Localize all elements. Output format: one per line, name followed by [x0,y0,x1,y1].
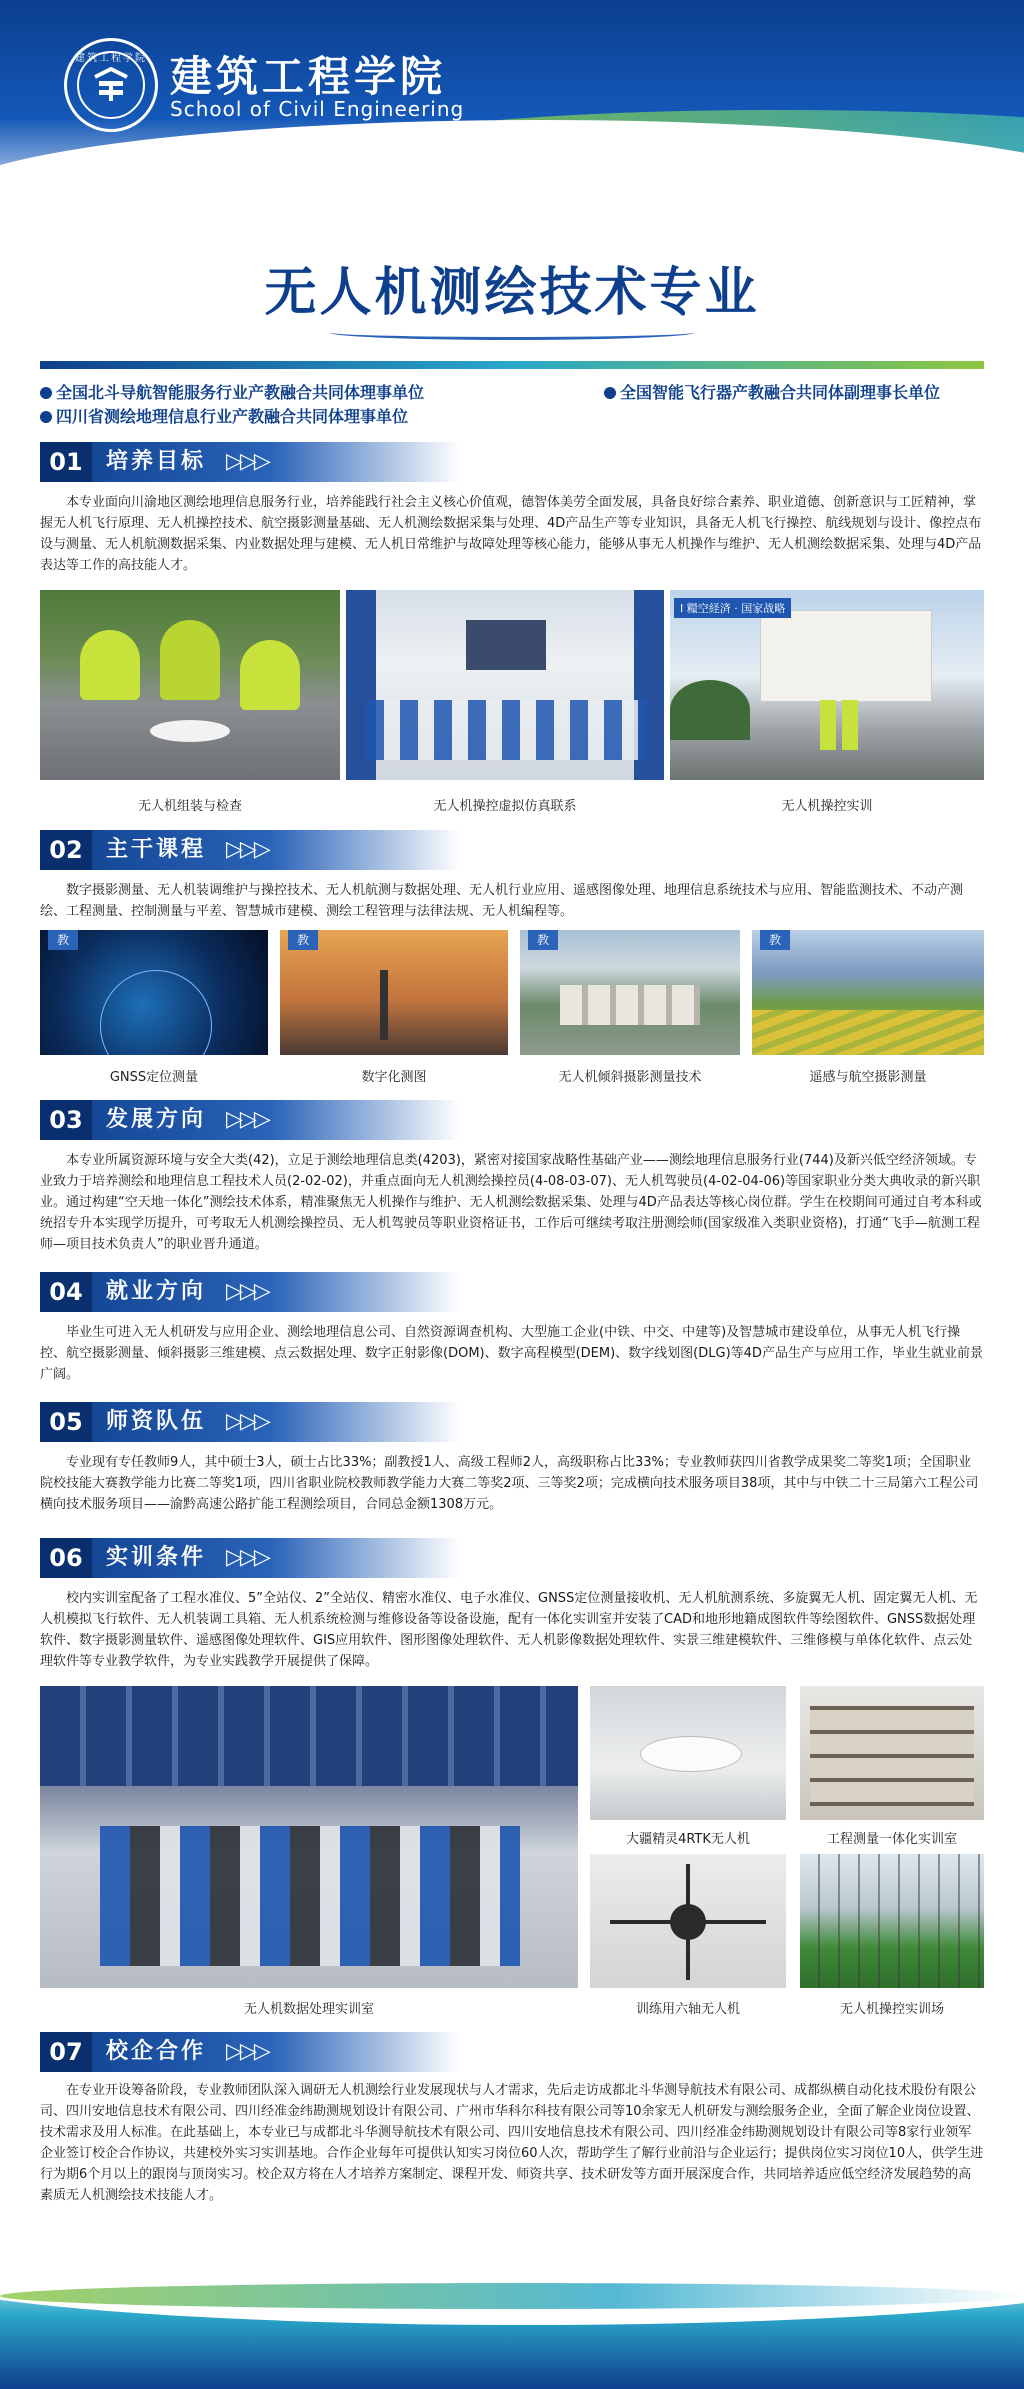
section-text-07: 在专业开设筹备阶段，专业教师团队深入调研无人机测绘行业发展现状与人才需求，先后走访成都北斗华测导航技术有限公司、成都纵横自动化技术股份有限公司、四川安地信息技术有限公司、四川经准金纬勘测规划设计有限公司、广州市华科尔科技有限公司等10余家无人机研发与测绘服务企业，全面了解企业岗位设置、技术需求及用人标准。在此基础上，本专业已与成都北斗华测导航技术有限公司、四川安地信息技术有限公司、四川经准金纬勘测规划设计有限公司等8家行业领军企业签订校企合作协议，共建校外实习实训基地。合作企业每年可提供认知实习岗位60人次，帮助学生了解行业前沿与企业运行；提供岗位实习岗位10人，供学生进行为期6个月以上的跟岗与顶岗实习。校企双方将在人才培养方案制定、课程开发、师资共享、技术研发等方面开展深度合作，共同培养适应低空经济发展趋势的高素质无人机测绘技术技能人才。 [40,2083,984,2203]
section-number: 04 [40,1272,92,1312]
chevrons-icon: ▷▷▷ [226,2039,268,2064]
section-header-07 [40,2032,460,2072]
header-wave [0,120,1024,215]
section-number: 06 [40,1538,92,1578]
bullet-icon [604,387,616,399]
accent-divider [40,361,984,369]
footer-wave [0,2255,1024,2389]
honor-item [40,404,408,427]
photo-data-processing-lab [40,1686,578,1988]
photo-gnss [40,930,268,1055]
photo-caption: 无人机组装与检查 [137,799,242,814]
photo-caption: 大疆精灵4RTK无人机 [626,1832,750,1847]
honor-text: 全国智能飞行器产教融合共同体副理事长单位 [620,383,941,402]
logo-ring-text: 建筑工程学院 [75,53,147,64]
school-logo-icon [64,38,158,132]
bullet-icon [40,387,52,399]
honor-item [604,380,940,403]
photo-sign-text: I 糧空経済 · 国家战略 [674,598,791,618]
course-tag: 教 [528,930,558,950]
photo-dji-drone [590,1686,786,1820]
chevrons-icon: ▷▷▷ [226,1107,268,1132]
photo-caption: 无人机操控虚拟仿真联系 [433,799,577,814]
footer-wave-accent [0,2283,1024,2309]
photo-survey-lab [800,1686,984,1820]
section-text-04: 毕业生可进入无人机研发与应用企业、测绘地理信息公司、自然资源调查机构、大型施工企业(中铁、中交、中建等)及智慧城市建设单位，从事无人机飞行操控、航空摄影测量、倾斜摄影三维建模、点云数据处理、数字正射影像(DOM)、数字高程模型(DEM)、数字线划图(DLG)等4D产品生产与应用工作，毕业生就业前景广阔。 [40,1325,983,1382]
photo-digital-mapping [280,930,508,1055]
school-name-en: School of Civil Engineering [170,97,465,121]
photo-caption: 遥感与航空摄影测量 [809,1070,927,1085]
section-text-05: 专业现有专任教师9人，其中硕士3人，硕士占比33%；副教授1人、高级工程师2人，高级职称占比33%；专业教师获四川省教学成果奖二等奖1项；全国职业院校技能大赛教学能力比赛二等奖1项，四川省职业院校教师教学能力大赛二等奖2项、三等奖2项；完成横向技术服务项目38项，其中与中铁二十三局第六工程公司横向技术服务项目——渝黔高速公路扩能工程测绘项目，合同总金额1308万元。 [40,1455,979,1512]
section-number: 07 [40,2032,92,2072]
section-number: 01 [40,442,92,482]
section-title: 实训条件 [106,1545,207,1570]
section-text-06: 校内实训室配备了工程水准仪、5”全站仪、2”全站仪、精密水准仪、电子水准仪、GNSS定位测量接收机、无人机航测系统、多旋翼无人机、固定翼无人机、无人机模拟飞行软件、无人机装调工具箱、无人机系统检测与维修设备等设备设施，配有一体化实训室并安装了CAD和地形地籍成图软件等绘图软件、GNSS数据处理软件、数字摄影测量软件、遥感图像处理软件、GIS应用软件、图形图像处理软件、无人机影像数据处理软件、实景三维建模软件、三维修模与单体化软件、点云处理软件等专业教学软件，为专业实践教学开展提供了保障。 [40,1591,978,1669]
section-header-01 [40,442,460,482]
photo-drone-assembly [40,590,340,780]
photo-flight-field [800,1854,984,1988]
chevrons-icon: ▷▷▷ [226,449,268,474]
section-title: 就业方向 [106,1279,207,1304]
photo-caption: 训练用六轴无人机 [635,2002,740,2017]
photo-oblique-photogrammetry [520,930,740,1055]
section-header-03 [40,1100,460,1140]
photo-caption: 无人机数据处理实训室 [243,2002,374,2017]
section-title: 培养目标 [106,449,207,474]
honor-item [40,380,424,403]
title-underline [330,325,694,340]
chevrons-icon: ▷▷▷ [226,837,268,862]
section-header-04 [40,1272,460,1312]
photo-hexacopter [590,1854,786,1988]
section-text-01: 本专业面向川渝地区测绘地理信息服务行业，培养能践行社会主义核心价值观，德智体美劳全面发展，具备良好综合素养、职业道德、创新意识与工匠精神，掌握无人机飞行原理、无人机操控技术、航空摄影测量基础、无人机测绘数据采集与处理、4D产品生产等专业知识，具备无人机飞行操控、航线规划与设计、像控点布设与测量、无人机航测数据采集、内业数据处理与建模、无人机日常维护与故障处理等核心能力，能够从事无人机操作与维护、无人机测绘数据采集、处理与4D产品表达等工作的高技能人才。 [40,495,982,573]
page-title: 无人机测绘技术专业 [264,263,760,323]
chevrons-icon: ▷▷▷ [226,1545,268,1570]
section-title: 发展方向 [106,1107,207,1132]
section-header-05 [40,1402,460,1442]
honor-text: 四川省测绘地理信息行业产教融合共同体理事单位 [56,407,409,426]
photo-simulation-lab [346,590,664,780]
photo-caption: 无人机倾斜摄影测量技术 [558,1070,702,1085]
section-text-02: 数字摄影测量、无人机装调维护与操控技术、无人机航测与数据处理、无人机行业应用、遥感图像处理、地理信息系统技术与应用、智能监测技术、不动产测绘、工程测量、控制测量与平差、智慧城市建模、测绘工程管理与法律法规、无人机编程等。 [40,883,964,919]
section-title: 校企合作 [106,2039,207,2064]
photo-caption: GNSS定位测量 [109,1070,199,1085]
header-banner [0,0,1024,215]
photo-outdoor-training [670,590,984,780]
honor-text: 全国北斗导航智能服务行业产教融合共同体理事单位 [56,383,425,402]
photo-caption: 工程测量一体化实训室 [826,1832,957,1847]
section-text-03: 本专业所属资源环境与安全大类(42)，立足于测绘地理信息类(4203)，紧密对接国家战略性基础产业——测绘地理信息服务行业(744)及新兴低空经济领域。专业致力于培养测绘和地理信息工程技术人员(2-02-02)，并重点面向无人机测绘操控员(4-08-03-07)、无人机驾驶员(4-02-04-06)等国家职业分类大典收录的新兴职业。通过构建“空天地一体化”测绘技术体系，精准聚焦无人机操作与维护、无人机测绘数据采集、处理与4D产品表达等核心岗位群。学生在校期间可通过自考本科或统招专升本实现学历提升，可考取无人机测绘操控员、无人机驾驶员等职业资格证书，工作后可继续考取注册测绘师(国家级准入类职业资格)，打通“飞手—航测工程师—项目技术负责人”的职业晋升通道。 [40,1153,982,1252]
course-tag: 教 [760,930,790,950]
course-tag: 教 [288,930,318,950]
school-name-cn: 建筑工程学院 [170,52,447,101]
section-number: 05 [40,1402,92,1442]
section-title: 师资队伍 [106,1409,207,1434]
section-number: 02 [40,830,92,870]
chevrons-icon: ▷▷▷ [226,1279,268,1304]
section-title: 主干课程 [106,837,207,862]
section-number: 03 [40,1100,92,1140]
photo-caption: 无人机操控实训 [781,799,873,814]
section-header-02 [40,830,460,870]
photo-caption: 无人机操控实训场 [839,2002,944,2017]
section-header-06 [40,1538,460,1578]
photo-caption: 数字化测图 [361,1070,427,1085]
chevrons-icon: ▷▷▷ [226,1409,268,1434]
bullet-icon [40,411,52,423]
photo-remote-sensing [752,930,984,1055]
course-tag: 教 [48,930,78,950]
